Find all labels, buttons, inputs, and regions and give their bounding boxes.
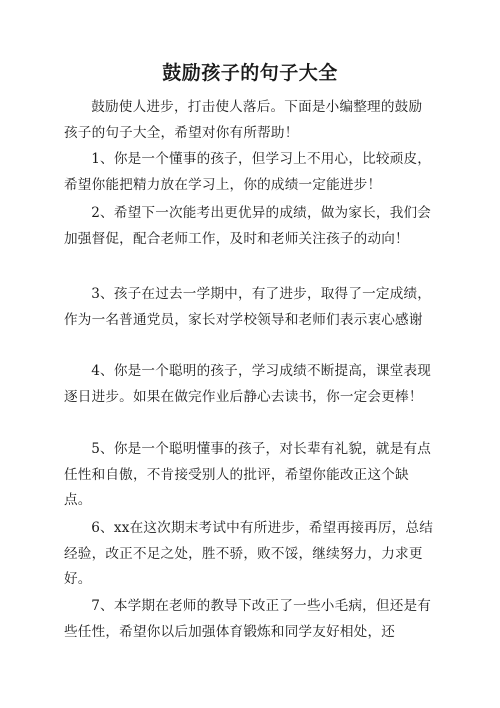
paragraph-4: 4、你是一个聪明的孩子，学习成绩不断提高，课堂表现逐日进步。如果在做完作业后静心去读书，你一定会更棒！	[64, 363, 432, 405]
paragraph-6: 6、xx在这次期末考试中有所进步，希望再接再厉，总结经验，改正不足之处，胜不骄，败不馁，继续努力，力求更好。	[64, 520, 434, 587]
paragraph-1: 1、你是一个懂事的孩子，但学习上不用心，比较顽皮，希望你能把精力放在学习上，你的成绩一定能进步！	[64, 151, 432, 193]
paragraph-3: 3、孩子在过去一学期中，有了进步，取得了一定成绩，作为一名普通党员，家长对学校领导和老师们表示衷心感谢	[64, 286, 432, 328]
paragraph-7: 7、本学期在老师的教导下改正了一些小毛病，但还是有些任性，希望你以后加强体育锻炼和同学友好相处，还	[64, 598, 432, 640]
document-title: 鼓励孩子的句子大全	[162, 62, 338, 84]
intro-paragraph: 鼓励使人进步，打击使人落后。下面是小编整理的鼓励孩子的句子大全，希望对你有所帮助！	[64, 99, 423, 141]
paragraph-5: 5、你是一个聪明懂事的孩子，对长辈有礼貌，就是有点任性和自傲，不肯接受别人的批评，希望你能改正这个缺点。	[64, 441, 432, 508]
paragraph-2: 2、希望下一次能考出更优异的成绩，做为家长，我们会加强督促，配合老师工作，及时和老师关注孩子的动向！	[64, 205, 432, 247]
